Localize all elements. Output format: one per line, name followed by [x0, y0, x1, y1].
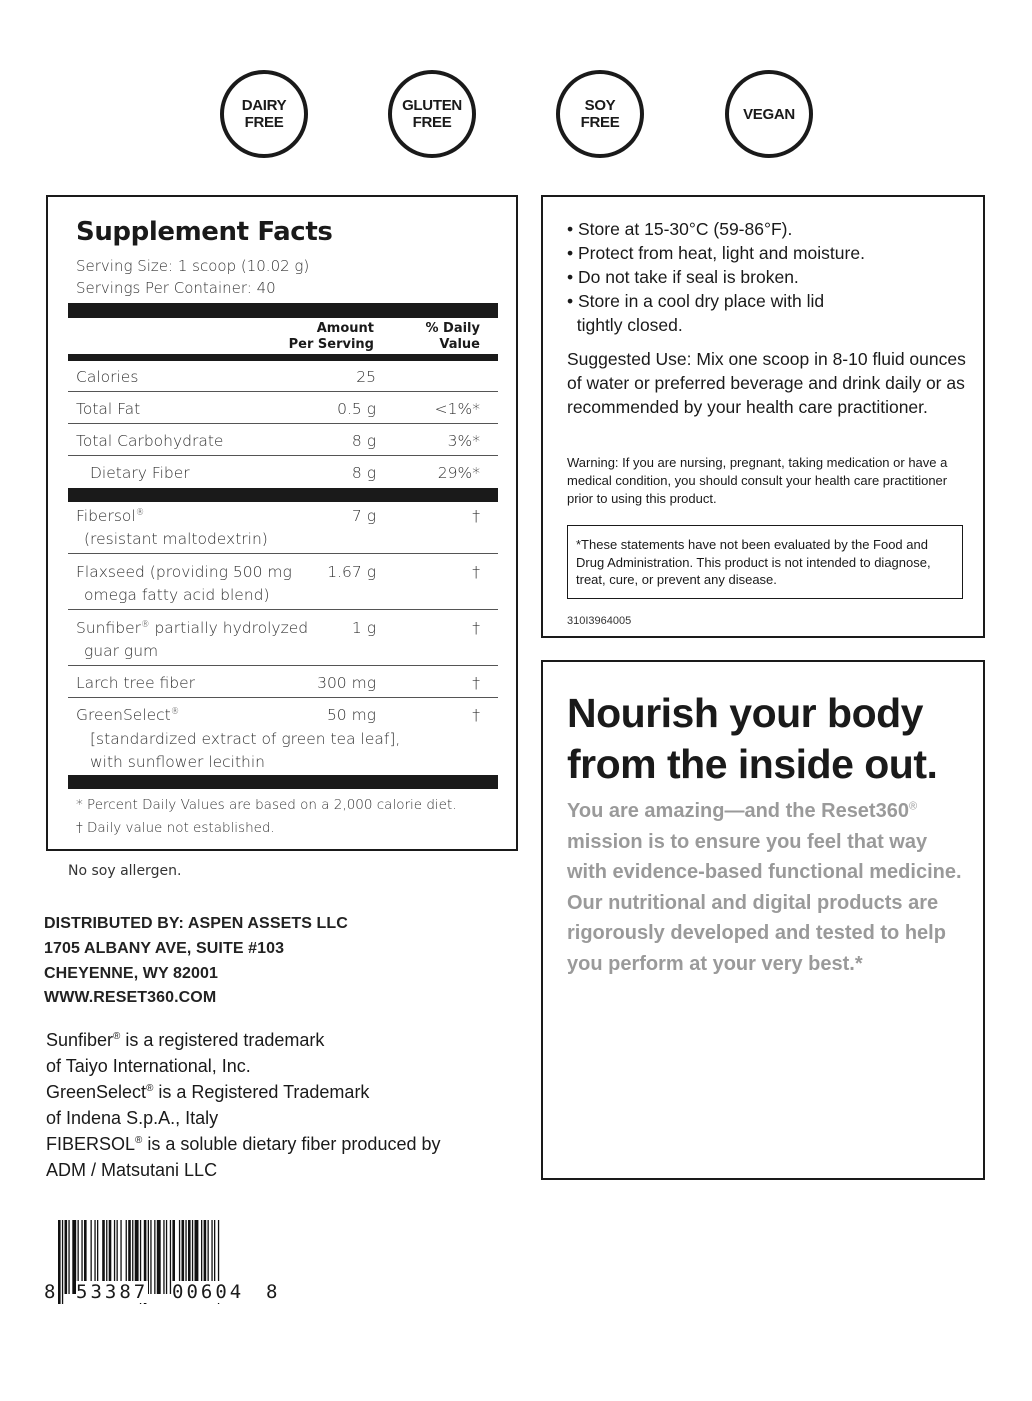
facts-title: Supplement Facts	[76, 217, 333, 247]
barcode-digits-right: 00604	[172, 1281, 245, 1303]
header-line: Amount	[316, 321, 374, 336]
ingredient-name: Larch tree fiber	[76, 674, 196, 692]
trademark-text: is a soluble dietary fiber produced by	[142, 1134, 441, 1154]
thick-divider	[68, 488, 498, 502]
ingredient-name	[76, 706, 179, 724]
nutrient-amount: 0.5 g	[337, 400, 376, 418]
nutrient-name: Dietary Fiber	[90, 464, 190, 482]
badge-line: DAIRY	[241, 97, 287, 114]
distributor-url: WWW.RESET360.COM	[44, 989, 217, 1007]
nutrient-dv: 29%*	[437, 464, 480, 482]
row-divider	[68, 423, 498, 424]
nutrient-name: Total Fat	[76, 400, 141, 418]
badge-line: VEGAN	[743, 105, 795, 123]
ingredient-name	[76, 619, 308, 637]
gluten-free-badge	[388, 70, 476, 158]
trademark-text: Sunfiber	[46, 1030, 114, 1050]
trademark-line	[46, 1053, 440, 1079]
barcode-bar	[58, 1220, 61, 1304]
nutrient-amount: 25	[356, 368, 376, 386]
ingredient-dv: †	[472, 706, 480, 724]
distributor-line: DISTRIBUTED BY: ASPEN ASSETS LLC	[44, 915, 348, 932]
ingredient-detail: (resistant maltodextrin)	[84, 530, 268, 548]
brand-body-text: mission is to ensure you feel that way with evidence-based functional medicine. Our nutritional and digital products are rigorously developed and tested to help you perform at your very best.*	[567, 830, 962, 975]
allergen-statement: No soy allergen.	[68, 863, 182, 879]
barcode-bar	[157, 1220, 161, 1294]
ingredient-amount: 300 mg	[317, 674, 376, 692]
distributor-line: CHEYENNE, WY 82001	[44, 964, 219, 982]
ingredient-text: Fibersol	[76, 507, 136, 525]
barcode-digit-first: 8	[44, 1281, 56, 1303]
dairy-free-badge	[220, 70, 308, 158]
row-divider	[68, 553, 498, 554]
fda-disclaimer: *These statements have not been evaluated by the Food and Drug Administration. This product is not intended to diagnose, treat, cure, or prevent any disease.	[567, 525, 963, 599]
barcode-bar	[68, 1220, 69, 1294]
warning-text: Warning: If you are nursing, pregnant, taking medication or have a medical condition, you should consult your health care practitioner prior to using this product.	[567, 455, 948, 506]
trademark-text: FIBERSOL	[46, 1134, 136, 1154]
ingredient-detail: guar gum	[84, 642, 159, 660]
trademark-text: GreenSelect	[46, 1082, 147, 1102]
storage-line: • Store in a cool dry place with lid	[567, 291, 825, 311]
footnote-dagger: † Daily value not established.	[76, 820, 275, 836]
ingredient-detail: with sunflower lecithin	[90, 753, 265, 771]
trademark-text: of Indena S.p.A., Italy	[46, 1108, 219, 1128]
header-line: Value	[439, 337, 480, 352]
registered-mark: ®	[141, 619, 150, 630]
amount-header	[274, 321, 374, 353]
barcode-bar	[163, 1220, 164, 1294]
ingredient-dv: †	[472, 619, 480, 637]
registered-mark: ®	[135, 1135, 143, 1146]
trademark-text: is a Registered Trademark	[153, 1082, 370, 1102]
soy-free-badge	[556, 70, 644, 158]
storage-line: tightly closed.	[567, 315, 683, 335]
barcode-bar	[150, 1220, 151, 1294]
trademark-line	[46, 1105, 440, 1131]
thick-divider	[68, 775, 498, 789]
distributor-line: 1705 ALBANY AVE, SUITE #103	[44, 939, 285, 957]
trademark-line	[46, 1131, 440, 1157]
row-divider	[68, 665, 498, 666]
storage-line: • Do not take if seal is broken.	[567, 267, 799, 287]
storage-line: • Protect from heat, light and moisture.	[567, 243, 865, 263]
brand-headline: Nourish your body from the inside out.	[567, 690, 938, 787]
trademark-notices	[46, 1027, 440, 1183]
registered-mark: ®	[170, 706, 180, 717]
row-divider	[68, 697, 498, 698]
brand-message-panel	[541, 660, 985, 1180]
trademark-line	[46, 1027, 440, 1053]
trademark-text: ADM / Matsutani LLC	[46, 1160, 218, 1180]
row-divider	[68, 455, 498, 456]
ingredient-dv: †	[472, 674, 480, 692]
medium-divider	[68, 354, 498, 361]
registered-mark: ®	[135, 507, 145, 518]
ingredient-detail: omega fatty acid blend)	[84, 586, 270, 604]
barcode-bar	[154, 1220, 155, 1294]
badge-line: FREE	[244, 114, 284, 131]
nutrient-amount: 8 g	[351, 464, 376, 482]
registered-mark: ®	[146, 1083, 154, 1094]
trademark-line	[46, 1079, 440, 1105]
row-divider	[68, 609, 498, 610]
header-line: Per Serving	[288, 337, 374, 352]
supplement-facts-panel	[46, 195, 518, 851]
ingredient-dv: †	[472, 563, 480, 581]
badge-line: FREE	[580, 114, 620, 131]
barcode-digits-left: 53387	[76, 1281, 149, 1303]
badge-line: SOY	[584, 97, 616, 114]
nutrient-dv: 3%*	[447, 432, 480, 450]
serving-size: Serving Size: 1 scoop (10.02 g)	[76, 257, 310, 275]
badge-line: FREE	[412, 114, 452, 131]
nutrient-name: Total Carbohydrate	[76, 432, 224, 450]
ingredient-amount: 7 g	[351, 507, 376, 525]
ingredient-name	[76, 507, 144, 525]
registered-mark: ®	[908, 800, 918, 813]
nutrient-amount: 8 g	[351, 432, 376, 450]
ingredient-amount: 1.67 g	[327, 563, 376, 581]
barcode-bar	[166, 1220, 167, 1294]
thick-divider	[68, 303, 498, 318]
suggested-use: Suggested Use: Mix one scoop in 8-10 fluid ounces of water or preferred beverage and drink daily or as recommended by your health care practitioner.	[567, 349, 966, 417]
nutrient-dv: <1%*	[434, 400, 480, 418]
ingredient-text: GreenSelect	[76, 706, 171, 724]
footnote-percent: * Percent Daily Values are based on a 2,000 calorie diet.	[76, 797, 457, 813]
daily-value-header	[398, 321, 480, 353]
ingredient-dv: †	[472, 507, 480, 525]
registered-mark: ®	[113, 1031, 121, 1042]
trademark-text: is a registered trademark	[120, 1030, 325, 1050]
ingredient-amount: 1 g	[351, 619, 376, 637]
distributor-block	[44, 912, 348, 1011]
brand-body	[567, 796, 967, 979]
ingredient-detail: [standardized extract of green tea leaf],	[90, 730, 401, 748]
row-divider	[68, 391, 498, 392]
ingredient-text: Sunfiber	[76, 619, 141, 637]
badge-line: GLUTEN	[402, 97, 462, 114]
ingredient-name: Flaxseed (providing 500 mg	[76, 563, 292, 581]
nutrient-name: Calories	[76, 368, 139, 386]
trademark-text: of Taiyo International, Inc.	[46, 1056, 251, 1076]
barcode-digit-last: 8	[266, 1281, 278, 1303]
vegan-badge	[725, 70, 813, 158]
ingredient-amount: 50 mg	[326, 706, 376, 724]
storage-line: • Store at 15-30°C (59-86°F).	[567, 219, 793, 239]
ingredient-text: partially hydrolyzed	[149, 619, 309, 637]
trademark-line	[46, 1157, 440, 1183]
barcode-bar	[62, 1220, 63, 1304]
barcode-bar	[65, 1220, 68, 1294]
header-line: % Daily	[425, 321, 480, 336]
lot-code: 310I3964005	[567, 615, 632, 627]
barcode-bar	[170, 1220, 171, 1294]
brand-body-text: You are amazing—and the Reset360	[567, 800, 909, 822]
usage-info-panel	[541, 195, 985, 638]
servings-per-container: Servings Per Container: 40	[76, 279, 276, 297]
